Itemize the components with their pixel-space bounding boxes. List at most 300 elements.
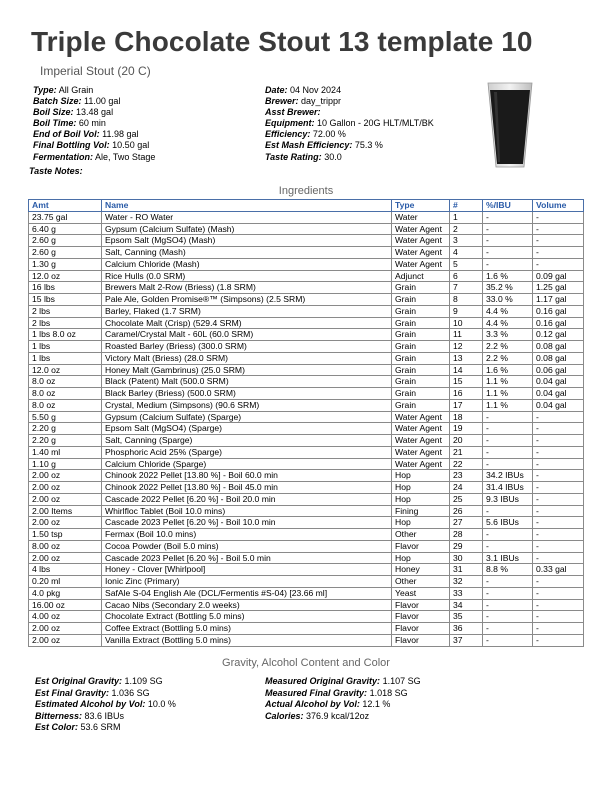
table-row [29,270,584,282]
cell-type: Hop [392,552,450,564]
meta-date: Date: 04 Nov 2024 [265,85,342,95]
cell-name: Barley, Flaked (1.7 SRM) [102,305,392,317]
table-row [29,411,584,423]
cell-amt: 2.00 oz [29,470,102,482]
cell-percent-ibu: - [483,529,533,541]
cell-type: Grain [392,329,450,341]
cell-number: 33 [450,587,483,599]
cell-amt: 23.75 gal [29,211,102,223]
cell-percent-ibu: - [483,223,533,235]
cell-volume: - [533,446,584,458]
cell-type: Hop [392,482,450,494]
cell-volume: - [533,517,584,529]
table-row [29,552,584,564]
cell-name: Chinook 2022 Pellet [13.80 %] - Boil 45.0 min [102,482,392,494]
cell-number: 1 [450,211,483,223]
table-row [29,564,584,576]
cell-amt: 12.0 oz [29,364,102,376]
cell-number: 8 [450,294,483,306]
header-name: Name [102,200,392,212]
table-row [29,623,584,635]
cell-volume: - [533,223,584,235]
cell-percent-ibu: - [483,235,533,247]
table-row [29,587,584,599]
est-original-gravity: Est Original Gravity: 1.109 SG [35,676,163,686]
cell-volume: 0.04 gal [533,376,584,388]
meta-batch-size: Batch Size: 11.00 gal [33,96,121,107]
cell-type: Grain [392,294,450,306]
cell-name: Rice Hulls (0.0 SRM) [102,270,392,282]
table-row [29,634,584,646]
table-row [29,599,584,611]
cell-volume: - [533,529,584,541]
cell-volume: - [533,247,584,259]
cell-number: 21 [450,446,483,458]
table-row [29,388,584,400]
recipe-meta-left [33,85,155,163]
cell-percent-ibu: - [483,611,533,623]
recipe-title: Triple Chocolate Stout 13 template 10 [31,26,533,57]
cell-number: 23 [450,470,483,482]
cell-name: Victory Malt (Briess) (28.0 SRM) [102,352,392,364]
cell-name: Salt, Canning (Mash) [102,247,392,259]
cell-amt: 16 lbs [29,282,102,294]
cell-amt: 2 lbs [29,305,102,317]
cell-percent-ibu: 1.6 % [483,364,533,376]
cell-type: Water Agent [392,435,450,447]
meta-taste-rating: Taste Rating: 30.0 [265,151,342,162]
cell-amt: 1.50 tsp [29,529,102,541]
cell-amt: 2.60 g [29,235,102,247]
cell-percent-ibu: 1.1 % [483,376,533,388]
cell-name: Cacao Nibs (Secondary 2.0 weeks) [102,599,392,611]
table-row [29,352,584,364]
cell-type: Grain [392,341,450,353]
measured-original-gravity: Measured Original Gravity: 1.107 SG [265,676,421,686]
meta-est-mash-efficiency: Est Mash Efficiency: 75.3 % [265,140,383,151]
meta-type: Type: All Grain [33,85,94,95]
cell-number: 37 [450,634,483,646]
table-row [29,540,584,552]
cell-type: Water Agent [392,423,450,435]
cell-type: Grain [392,388,450,400]
cell-percent-ibu: - [483,634,533,646]
cell-volume: - [533,211,584,223]
cell-type: Other [392,576,450,588]
est-color: Est Color: 53.6 SRM [35,722,121,733]
cell-number: 35 [450,611,483,623]
cell-volume: 0.08 gal [533,341,584,353]
cell-number: 7 [450,282,483,294]
cell-name: SafAle S-04 English Ale (DCL/Fermentis #S-04) [23.66 ml] [102,587,392,599]
gravity-measured [265,676,421,722]
cell-amt: 8.0 oz [29,399,102,411]
table-row [29,505,584,517]
table-row [29,329,584,341]
cell-number: 31 [450,564,483,576]
cell-number: 20 [450,435,483,447]
cell-percent-ibu: 34.2 IBUs [483,470,533,482]
cell-number: 11 [450,329,483,341]
cell-percent-ibu: - [483,247,533,259]
cell-type: Grain [392,317,450,329]
cell-volume: - [533,435,584,447]
header-volume: Volume [533,200,584,212]
cell-type: Grain [392,364,450,376]
cell-number: 5 [450,258,483,270]
cell-volume: 0.04 gal [533,388,584,400]
cell-volume: - [533,599,584,611]
table-row [29,211,584,223]
cell-number: 4 [450,247,483,259]
cell-amt: 6.40 g [29,223,102,235]
cell-amt: 1 lbs [29,341,102,353]
cell-name: Ionic Zinc (Primary) [102,576,392,588]
cell-volume: 0.16 gal [533,317,584,329]
cell-volume: 0.16 gal [533,305,584,317]
cell-number: 12 [450,341,483,353]
table-row [29,317,584,329]
cell-type: Hop [392,493,450,505]
cell-amt: 4.0 pkg [29,587,102,599]
cell-name: Calcium Chloride (Mash) [102,258,392,270]
cell-name: Cocoa Powder (Boil 5.0 mins) [102,540,392,552]
meta-final-bottling-vol: Final Bottling Vol: 10.50 gal [33,140,150,151]
gravity-estimates [35,676,176,734]
table-row [29,529,584,541]
cell-amt: 12.0 oz [29,270,102,282]
cell-number: 14 [450,364,483,376]
table-row [29,223,584,235]
cell-name: Black Barley (Briess) (500.0 SRM) [102,388,392,400]
header-percent-ibu: %/IBU [483,200,533,212]
cell-percent-ibu: - [483,587,533,599]
table-row [29,399,584,411]
cell-amt: 5.50 g [29,411,102,423]
cell-volume: - [533,540,584,552]
cell-name: Gypsum (Calcium Sulfate) (Sparge) [102,411,392,423]
cell-percent-ibu: 1.6 % [483,270,533,282]
cell-type: Water Agent [392,411,450,423]
cell-type: Water Agent [392,223,450,235]
calories: Calories: 376.9 kcal/12oz [265,710,370,721]
cell-name: Epsom Salt (MgSO4) (Sparge) [102,423,392,435]
recipe-style: Imperial Stout (20 C) [40,64,151,78]
cell-type: Fining [392,505,450,517]
cell-percent-ibu: - [483,258,533,270]
cell-volume: - [533,470,584,482]
cell-name: Cascade 2023 Pellet [6.20 %] - Boil 10.0 min [102,517,392,529]
cell-amt: 4 lbs [29,564,102,576]
cell-percent-ibu: - [483,623,533,635]
cell-name: Whirlfloc Tablet (Boil 10.0 mins) [102,505,392,517]
cell-volume: 0.09 gal [533,270,584,282]
meta-brewer: Brewer: day_trippr [265,96,342,107]
table-row [29,258,584,270]
cell-percent-ibu: 5.6 IBUs [483,517,533,529]
cell-number: 3 [450,235,483,247]
cell-amt: 2.00 oz [29,517,102,529]
cell-percent-ibu: 9.3 IBUs [483,493,533,505]
cell-name: Cascade 2023 Pellet [6.20 %] - Boil 5.0 min [102,552,392,564]
meta-fermentation: Fermentation: Ale, Two Stage [33,151,156,162]
cell-number: 18 [450,411,483,423]
cell-volume: - [533,623,584,635]
table-row [29,376,584,388]
table-row [29,364,584,376]
cell-volume: - [533,482,584,494]
cell-type: Honey [392,564,450,576]
table-row [29,247,584,259]
table-row [29,517,584,529]
cell-number: 30 [450,552,483,564]
meta-asst-brewer: Asst Brewer: [265,107,321,118]
header-type: Type [392,200,450,212]
cell-volume: - [533,458,584,470]
cell-volume: - [533,235,584,247]
cell-amt: 15 lbs [29,294,102,306]
cell-name: Coffee Extract (Bottling 5.0 mins) [102,623,392,635]
cell-amt: 2.00 oz [29,634,102,646]
table-row [29,470,584,482]
cell-type: Flavor [392,623,450,635]
cell-number: 32 [450,576,483,588]
cell-number: 10 [450,317,483,329]
cell-volume: - [533,552,584,564]
cell-number: 13 [450,352,483,364]
table-row [29,282,584,294]
cell-percent-ibu: 3.3 % [483,329,533,341]
cell-volume: - [533,411,584,423]
measured-final-gravity: Measured Final Gravity: 1.018 SG [265,687,408,698]
cell-volume: 0.04 gal [533,399,584,411]
cell-type: Yeast [392,587,450,599]
meta-boil-size: Boil Size: 13.48 gal [33,107,114,118]
cell-volume: 0.33 gal [533,564,584,576]
cell-name: Pale Ale, Golden Promise®™ (Simpsons) (2.5 SRM) [102,294,392,306]
cell-volume: - [533,634,584,646]
cell-type: Adjunct [392,270,450,282]
cell-percent-ibu: 33.0 % [483,294,533,306]
cell-volume: - [533,611,584,623]
cell-percent-ibu: - [483,505,533,517]
table-row [29,493,584,505]
cell-percent-ibu: 35.2 % [483,282,533,294]
cell-name: Cascade 2022 Pellet [6.20 %] - Boil 20.0 min [102,493,392,505]
cell-amt: 2.00 Items [29,505,102,517]
cell-percent-ibu: - [483,540,533,552]
cell-volume: 0.08 gal [533,352,584,364]
meta-end-of-boil-vol: End of Boil Vol: 11.98 gal [33,129,139,140]
cell-amt: 4.00 oz [29,611,102,623]
cell-amt: 2.20 g [29,435,102,447]
cell-volume: - [533,576,584,588]
ingredients-section-title: Ingredients [278,185,334,197]
cell-volume: - [533,423,584,435]
cell-percent-ibu: 3.1 IBUs [483,552,533,564]
cell-amt: 2 lbs [29,317,102,329]
cell-type: Flavor [392,599,450,611]
cell-percent-ibu: 2.2 % [483,341,533,353]
cell-volume: - [533,587,584,599]
cell-number: 6 [450,270,483,282]
table-row [29,294,584,306]
est-abv: Estimated Alcohol by Vol: 10.0 % [35,699,176,710]
cell-type: Flavor [392,634,450,646]
table-row [29,435,584,447]
bitterness: Bitterness: 83.6 IBUs [35,710,125,721]
cell-name: Calcium Chloride (Sparge) [102,458,392,470]
cell-number: 15 [450,376,483,388]
cell-type: Grain [392,376,450,388]
ingredients-table [28,199,584,647]
cell-number: 19 [450,423,483,435]
cell-volume: 1.17 gal [533,294,584,306]
cell-percent-ibu: - [483,435,533,447]
table-row [29,341,584,353]
cell-amt: 2.00 oz [29,493,102,505]
cell-type: Water Agent [392,235,450,247]
taste-notes-label: Taste Notes: [29,166,83,176]
gravity-section-title: Gravity, Alcohol Content and Color [222,657,390,669]
cell-amt: 1.30 g [29,258,102,270]
cell-name: Black (Patent) Malt (500.0 SRM) [102,376,392,388]
cell-name: Caramel/Crystal Malt - 60L (60.0 SRM) [102,329,392,341]
cell-percent-ibu: 8.8 % [483,564,533,576]
cell-name: Vanilla Extract (Bottling 5.0 mins) [102,634,392,646]
cell-name: Chocolate Extract (Bottling 5.0 mins) [102,611,392,623]
table-row [29,458,584,470]
table-row [29,446,584,458]
cell-name: Roasted Barley (Briess) (300.0 SRM) [102,341,392,353]
cell-amt: 2.00 oz [29,552,102,564]
cell-name: Gypsum (Calcium Sulfate) (Mash) [102,223,392,235]
cell-amt: 8.0 oz [29,376,102,388]
cell-amt: 2.20 g [29,423,102,435]
cell-type: Water [392,211,450,223]
table-row [29,305,584,317]
est-final-gravity: Est Final Gravity: 1.036 SG [35,687,150,698]
cell-number: 17 [450,399,483,411]
cell-volume: - [533,505,584,517]
cell-percent-ibu: 2.2 % [483,352,533,364]
cell-percent-ibu: 4.4 % [483,305,533,317]
recipe-meta-right [265,85,434,163]
meta-efficiency: Efficiency: 72.00 % [265,129,346,140]
cell-number: 22 [450,458,483,470]
table-row [29,423,584,435]
cell-amt: 8.0 oz [29,388,102,400]
cell-percent-ibu: - [483,423,533,435]
table-row [29,235,584,247]
cell-percent-ibu: 1.1 % [483,399,533,411]
cell-type: Grain [392,399,450,411]
table-row [29,576,584,588]
cell-amt: 0.20 ml [29,576,102,588]
cell-amt: 2.00 oz [29,623,102,635]
cell-type: Water Agent [392,258,450,270]
cell-type: Other [392,529,450,541]
cell-amt: 1.10 g [29,458,102,470]
cell-type: Water Agent [392,446,450,458]
cell-amt: 16.00 oz [29,599,102,611]
cell-volume: - [533,493,584,505]
cell-amt: 1 lbs 8.0 oz [29,329,102,341]
cell-name: Chinook 2022 Pellet [13.80 %] - Boil 60.0 min [102,470,392,482]
cell-number: 34 [450,599,483,611]
cell-percent-ibu: 4.4 % [483,317,533,329]
cell-type: Hop [392,470,450,482]
cell-amt: 2.00 oz [29,482,102,494]
cell-name: Honey - Clover [Whirlpool] [102,564,392,576]
cell-number: 36 [450,623,483,635]
cell-number: 27 [450,517,483,529]
cell-percent-ibu: - [483,446,533,458]
cell-number: 26 [450,505,483,517]
cell-name: Chocolate Malt (Crisp) (529.4 SRM) [102,317,392,329]
cell-number: 28 [450,529,483,541]
cell-number: 24 [450,482,483,494]
meta-equipment: Equipment: 10 Gallon - 20G HLT/MLT/BK [265,118,434,129]
cell-percent-ibu: - [483,576,533,588]
cell-amt: 1.40 ml [29,446,102,458]
cell-type: Flavor [392,540,450,552]
cell-type: Grain [392,282,450,294]
cell-percent-ibu: - [483,411,533,423]
cell-type: Grain [392,352,450,364]
cell-volume: 0.12 gal [533,329,584,341]
cell-volume: 0.06 gal [533,364,584,376]
cell-number: 9 [450,305,483,317]
cell-number: 2 [450,223,483,235]
cell-percent-ibu: 31.4 IBUs [483,482,533,494]
cell-volume: 1.25 gal [533,282,584,294]
table-row [29,482,584,494]
cell-number: 29 [450,540,483,552]
cell-amt: 1 lbs [29,352,102,364]
meta-boil-time: Boil Time: 60 min [33,118,106,129]
cell-volume: - [533,258,584,270]
cell-type: Water Agent [392,247,450,259]
cell-name: Brewers Malt 2-Row (Briess) (1.8 SRM) [102,282,392,294]
cell-percent-ibu: - [483,599,533,611]
cell-number: 25 [450,493,483,505]
cell-amt: 8.00 oz [29,540,102,552]
cell-name: Salt, Canning (Sparge) [102,435,392,447]
cell-type: Flavor [392,611,450,623]
header-number: # [450,200,483,212]
header-amt: Amt [29,200,102,212]
actual-abv: Actual Alcohol by Vol: 12.1 % [265,699,391,710]
cell-name: Honey Malt (Gambrinus) (25.0 SRM) [102,364,392,376]
cell-name: Phosphoric Acid 25% (Sparge) [102,446,392,458]
cell-name: Epsom Salt (MgSO4) (Mash) [102,235,392,247]
cell-percent-ibu: - [483,211,533,223]
table-row [29,611,584,623]
cell-type: Hop [392,517,450,529]
cell-name: Crystal, Medium (Simpsons) (90.6 SRM) [102,399,392,411]
cell-percent-ibu: - [483,458,533,470]
cell-type: Water Agent [392,458,450,470]
ingredients-header-row [29,200,584,212]
cell-percent-ibu: 1.1 % [483,388,533,400]
cell-name: Water - RO Water [102,211,392,223]
cell-name: Fermax (Boil 10.0 mins) [102,529,392,541]
cell-type: Grain [392,305,450,317]
cell-number: 16 [450,388,483,400]
beer-glass-icon [486,82,534,168]
cell-amt: 2.60 g [29,247,102,259]
